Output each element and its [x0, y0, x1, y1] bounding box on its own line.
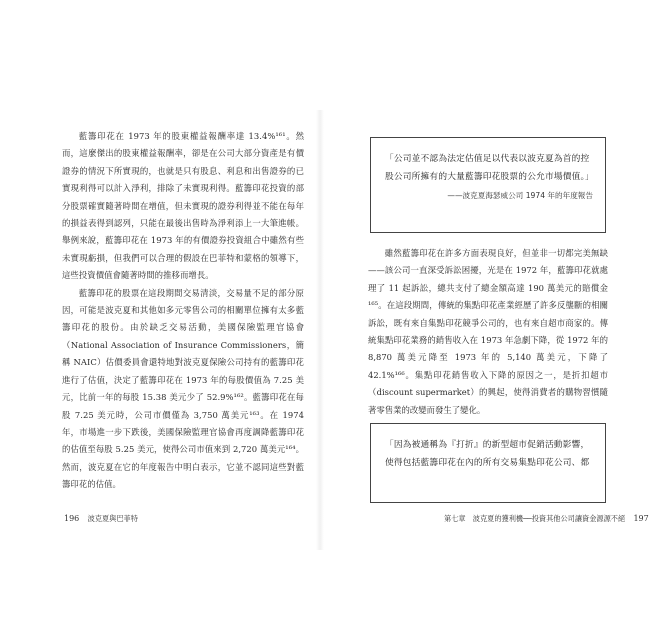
pull-quote-text: 「因為被通稱為『打折』的新型超市促銷活動影響，使得包括藍籌印花在內的所有交易集點印花公司、都: [385, 440, 590, 468]
paragraph: 雖然藍籌印花在許多方面表現良好，但並非一切都完美無缺——該公司一直深受訴訟困擾，光是在 1972 年，藍籌印花就處理了 11 起訴訟，總共支付了總金額高達 190 萬美元的賠償金¹⁶⁵。在這段期間，傳統的集點印花產業經歷了許多反壟斷的相關訴訟，既有來自集點印花競爭公司的，也有來自超市商家的。傳統集點印花業務的銷售收入在 1973 年急劇下降，從 1972 年的 8,870 萬美元降至 1973 年的 5,140 萬美元，下降了 42.1%¹⁶⁶。集點印花銷售收入下降的原因之一，是折扣超市（discount supermarket）的興起，使得消費者的購物習慣隨著零售業的改變而發生了變化。: [368, 248, 608, 415]
pull-quote-box: [370, 137, 606, 233]
left-footer: [64, 514, 138, 524]
paragraph: 藍籌印花的股票在這段期間交易清淡，交易量不足的部分原因，可能是波克夏和其他如多元零售公司的相關單位擁有太多藍籌印花的股份。由於缺乏交易活動，美國保險監理官協會（National Association of Insurance Commissioners，簡稱 NAIC）估價委員會還特地對波克夏保險公司持有的藍籌印花進行了估值，決定了藍籌印花在 1973 年的每股價值為 7.25 美元，比前一年的每股 15.38 美元少了 52.9%¹⁶²。藍籌印花在每股 7.25 美元時，公司市價僅為 3,750 萬美元¹⁶³。在 1974 年，市場進一步下跌後，美國保險監理官協會再度調降藍籌印花的估值至每股 5.25 美元，使得公司市值來到 2,720 萬美元¹⁶⁴。然而，波克夏在它的年度報告中明白表示，它並不認同這些對藍籌印花的估值。: [62, 287, 304, 490]
running-title: 第七章 波克夏的獲利機──投資其他公司讓資金源源不絕: [444, 514, 626, 523]
pull-quote-text: 「公司並不認為法定估值足以代表以波克夏為首的控股公司所擁有的大量藍籌印花股票的公允市場價值。」: [385, 154, 594, 182]
left-body-text: [62, 128, 304, 494]
page-number: 196: [64, 514, 80, 523]
page-number: 197: [633, 514, 649, 523]
pull-quote-attribution: ——波克夏海瑟威公司 1974 年的年度報告: [447, 191, 593, 200]
left-page: [0, 0, 318, 640]
right-page: [322, 0, 649, 640]
right-body-text: [368, 245, 608, 419]
pull-quote-box: [370, 423, 606, 503]
right-footer: [444, 514, 649, 524]
paragraph: 藍籌印花在 1973 年的股東權益報酬率達 13.4%¹⁶¹。然而，這麼傑出的股東權益報酬率，卻是在公司大部分資產是有價證券的情況下所實現的，也就是只有股息、利息和出售證券的已實現利得可以計入淨利，排除了未實現利得。藍籌印花投資的部分股票確實隨著時間在增值，但未實現的證券利得並不能在每年的損益表得到認列，只能在最後出售時為淨利添上一大筆進帳。舉例來說，藍籌印花在 1973 年的有價證券投資組合中雖然有些未實現虧損，但我們可以合理的假設在巴菲特和蒙格的領導下，這些投資價值會隨著時間的推移而增長。: [62, 131, 304, 281]
running-title: 波克夏與巴菲特: [87, 514, 138, 523]
